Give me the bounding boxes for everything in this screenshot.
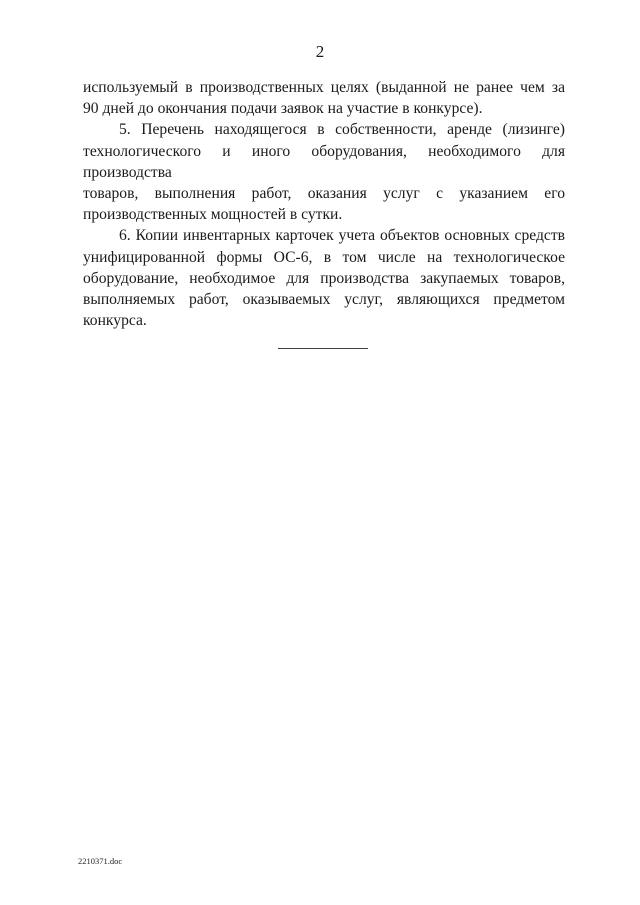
paragraph-item-5 (83, 119, 565, 225)
text-line: производственных мощностей в сутки. (83, 206, 343, 224)
text-line: товаров, выполнения работ, оказания услуг с указанием его (83, 185, 565, 203)
document-body (83, 77, 565, 331)
text-line: используемый в производственных целях (выданной не ранее чем за (83, 79, 565, 96)
page-number: 2 (315, 42, 325, 61)
text-line: оборудование, необходимое для производства закупаемых товаров, (83, 269, 565, 287)
footer-filename: 2210371.doc (78, 856, 123, 866)
text-line: конкурса. (83, 312, 147, 330)
text-line: выполняемых работ, оказываемых услуг, являющихся предметом (83, 291, 565, 309)
end-separator-line (278, 348, 368, 349)
text-line: 6. Копии инвентарных карточек учета объектов основных средств (119, 227, 565, 245)
text-line: технологического и иного оборудования, необходимого для производства (83, 142, 565, 181)
text-line: 5. Перечень находящегося в собственности, аренде (лизинге) (119, 121, 565, 139)
paragraph-item-6 (83, 225, 565, 331)
text-line: 90 дней до окончания подачи заявок на участие в конкурсе). (83, 100, 483, 118)
text-line: унифицированной формы ОС-6, в том числе на технологическое (83, 248, 565, 266)
paragraph-continuation (83, 77, 565, 119)
